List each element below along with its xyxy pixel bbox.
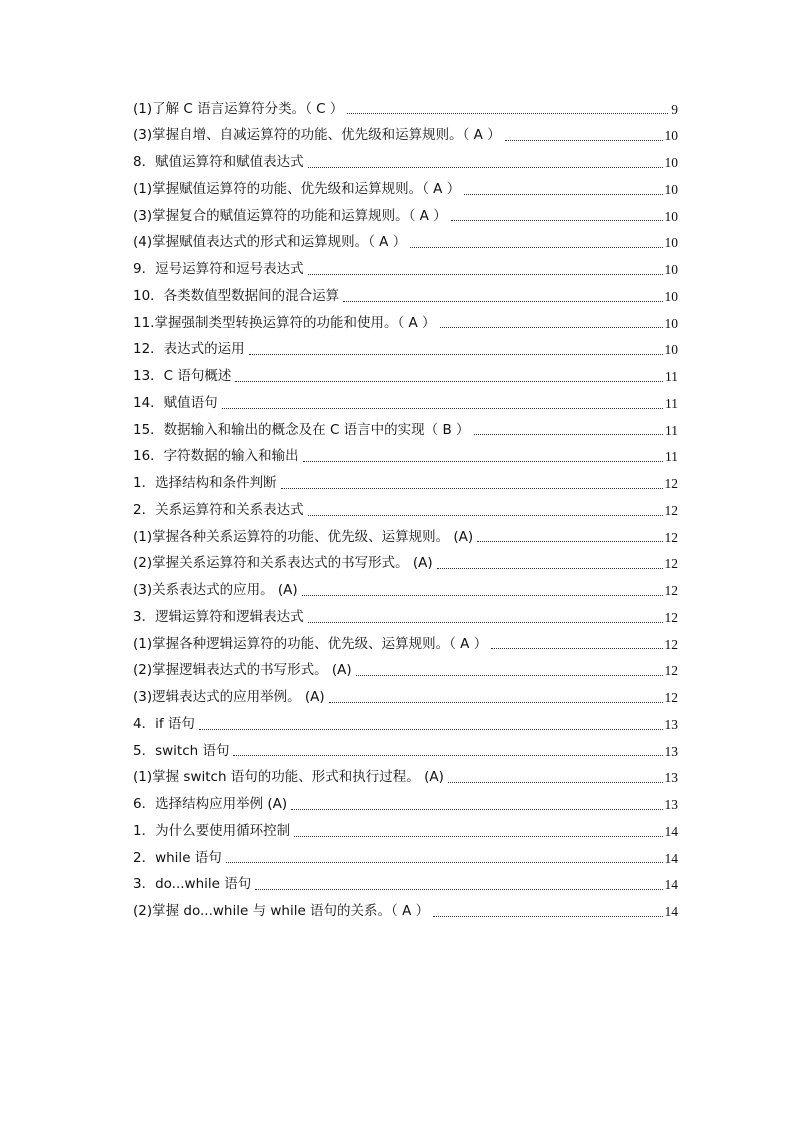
toc-page-number: 10 <box>664 315 678 331</box>
toc-page-number: 10 <box>664 208 678 224</box>
toc-page-number: 12 <box>664 690 678 706</box>
toc-leader <box>255 888 662 890</box>
toc-entry[interactable] <box>133 738 678 765</box>
toc-entry[interactable] <box>133 899 678 926</box>
toc-page-number: 13 <box>664 743 678 759</box>
toc-page-number: 10 <box>664 235 678 251</box>
toc-entry[interactable] <box>133 390 678 417</box>
toc-entry[interactable] <box>133 631 678 658</box>
toc-leader <box>294 835 662 837</box>
toc-page-number: 12 <box>664 663 678 679</box>
toc-leader <box>464 193 662 195</box>
toc-leader <box>308 273 663 275</box>
toc-leader <box>474 433 663 435</box>
toc-entry-title: 3．逻辑运算符和逻辑表达式 <box>133 608 304 625</box>
toc-leader <box>249 353 663 355</box>
toc-leader <box>308 514 663 516</box>
toc-page-number: 10 <box>664 288 678 304</box>
toc-entry-title: 3．do...while 语句 <box>133 876 252 893</box>
toc-entry-title: (3)掌握自增、自减运算符的功能、优先级和运算规则。（ A ） <box>133 127 501 144</box>
toc-entry[interactable] <box>133 497 678 524</box>
toc-entry[interactable] <box>133 176 678 203</box>
table-of-contents <box>133 96 678 925</box>
toc-page-number: 10 <box>664 342 678 358</box>
toc-entry[interactable] <box>133 471 678 498</box>
toc-entry-title: 8．赋值运算符和赋值表达式 <box>133 154 304 171</box>
toc-entry[interactable] <box>133 96 678 123</box>
toc-entry[interactable] <box>133 257 678 284</box>
toc-page-number: 11 <box>665 369 678 385</box>
toc-entry-title: 1．为什么要使用循环控制 <box>133 822 291 839</box>
toc-entry[interactable] <box>133 337 678 364</box>
toc-entry[interactable] <box>133 845 678 872</box>
toc-leader <box>451 219 663 221</box>
toc-entry[interactable] <box>133 417 678 444</box>
toc-entry-title: 13．C 语句概述 <box>133 368 232 385</box>
toc-entry-title: 10．各类数值型数据间的混合运算 <box>133 287 340 304</box>
toc-entry-title: (4)掌握赋值表达式的形式和运算规则。（ A ） <box>133 234 407 251</box>
toc-entry-title: 6．选择结构应用举例 (A) <box>133 796 288 813</box>
toc-leader <box>222 407 663 409</box>
toc-leader <box>440 326 663 328</box>
toc-page-number: 11 <box>665 395 678 411</box>
toc-leader <box>302 594 663 596</box>
toc-leader <box>235 380 663 382</box>
toc-leader <box>356 674 663 676</box>
toc-page-number: 9 <box>671 101 678 117</box>
toc-leader <box>433 915 662 917</box>
toc-page-number: 10 <box>664 155 678 171</box>
toc-entry[interactable] <box>133 711 678 738</box>
toc-entry-title: (1)了解 C 语言运算符分类。（ C ） <box>133 100 344 117</box>
toc-page-number: 13 <box>664 770 678 786</box>
toc-entry-title: (1)掌握赋值运算符的功能、优先级和运算规则。（ A ） <box>133 180 461 197</box>
toc-page-number: 12 <box>664 609 678 625</box>
toc-entry[interactable] <box>133 818 678 845</box>
toc-entry-title: 1．选择结构和条件判断 <box>133 475 277 492</box>
toc-page-number: 14 <box>664 850 678 866</box>
toc-leader <box>410 246 662 248</box>
toc-page-number: 10 <box>664 181 678 197</box>
toc-leader <box>448 781 663 783</box>
toc-entry-title: 4．if 语句 <box>133 715 195 732</box>
toc-leader <box>226 861 663 863</box>
toc-page-number: 14 <box>664 823 678 839</box>
toc-leader <box>491 647 662 649</box>
toc-entry[interactable] <box>133 150 678 177</box>
toc-entry[interactable] <box>133 283 678 310</box>
toc-leader <box>291 808 662 810</box>
toc-page-number: 12 <box>664 502 678 518</box>
toc-page-number: 12 <box>664 636 678 652</box>
toc-entry[interactable] <box>133 685 678 712</box>
toc-entry[interactable] <box>133 524 678 551</box>
toc-leader <box>281 487 663 489</box>
toc-leader <box>308 166 663 168</box>
toc-leader <box>437 567 663 569</box>
toc-page-number: 11 <box>665 422 678 438</box>
toc-page-number: 12 <box>664 529 678 545</box>
toc-entry-title: 5．switch 语句 <box>133 742 230 759</box>
toc-entry-title: 14．赋值语句 <box>133 394 218 411</box>
toc-page-number: 12 <box>664 583 678 599</box>
toc-entry-title: 2．关系运算符和关系表达式 <box>133 501 304 518</box>
toc-page-number: 12 <box>664 476 678 492</box>
toc-entry[interactable] <box>133 444 678 471</box>
toc-entry-title: (3)逻辑表达式的应用举例。 (A) <box>133 689 325 706</box>
toc-entry-title: (1)掌握各种关系运算符的功能、优先级、运算规则。 (A) <box>133 528 474 545</box>
toc-entry[interactable] <box>133 658 678 685</box>
toc-entry[interactable] <box>133 203 678 230</box>
toc-page-number: 11 <box>665 449 678 465</box>
toc-entry-title: 11.掌握强制类型转换运算符的功能和使用。（ A ） <box>133 314 436 331</box>
toc-page-number: 10 <box>664 262 678 278</box>
toc-leader <box>303 460 663 462</box>
toc-leader <box>347 112 668 114</box>
toc-leader <box>477 540 662 542</box>
toc-entry[interactable] <box>133 872 678 899</box>
toc-entry[interactable] <box>133 604 678 631</box>
toc-entry-title: (3)关系表达式的应用。 (A) <box>133 582 298 599</box>
toc-entry[interactable] <box>133 765 678 792</box>
toc-page-number: 13 <box>664 797 678 813</box>
toc-leader <box>343 300 662 302</box>
toc-page-number: 14 <box>664 877 678 893</box>
toc-entry-title: 15．数据输入和输出的概念及在 C 语言中的实现（ B ） <box>133 421 470 438</box>
toc-entry[interactable] <box>133 230 678 257</box>
toc-entry[interactable] <box>133 792 678 819</box>
toc-entry-title: 9．逗号运算符和逗号表达式 <box>133 261 304 278</box>
toc-leader <box>199 728 663 730</box>
toc-leader <box>329 701 663 703</box>
toc-entry-title: (1)掌握各种逻辑运算符的功能、优先级、运算规则。（ A ） <box>133 635 488 652</box>
toc-entry-title: (1)掌握 switch 语句的功能、形式和执行过程。 (A) <box>133 769 444 786</box>
toc-page-number: 13 <box>664 716 678 732</box>
toc-entry-title: 16．字符数据的输入和输出 <box>133 448 299 465</box>
toc-entry-title: (2)掌握逻辑表达式的书写形式。 (A) <box>133 662 352 679</box>
toc-page-number: 14 <box>664 904 678 920</box>
toc-leader <box>505 139 663 141</box>
toc-entry[interactable] <box>133 123 678 150</box>
toc-page-number: 10 <box>664 128 678 144</box>
toc-entry-title: (2)掌握关系运算符和关系表达式的书写形式。 (A) <box>133 555 433 572</box>
toc-leader <box>233 754 662 756</box>
toc-entry[interactable] <box>133 578 678 605</box>
toc-entry-title: (2)掌握 do...while 与 while 语句的关系。（ A ） <box>133 903 430 920</box>
toc-leader <box>308 621 663 623</box>
toc-entry-title: 12．表达式的运用 <box>133 341 245 358</box>
toc-entry-title: 2．while 语句 <box>133 849 222 866</box>
toc-page-number: 12 <box>664 556 678 572</box>
toc-entry-title: (3)掌握复合的赋值运算符的功能和运算规则。（ A ） <box>133 207 447 224</box>
toc-entry[interactable] <box>133 551 678 578</box>
toc-entry[interactable] <box>133 364 678 391</box>
toc-entry[interactable] <box>133 310 678 337</box>
